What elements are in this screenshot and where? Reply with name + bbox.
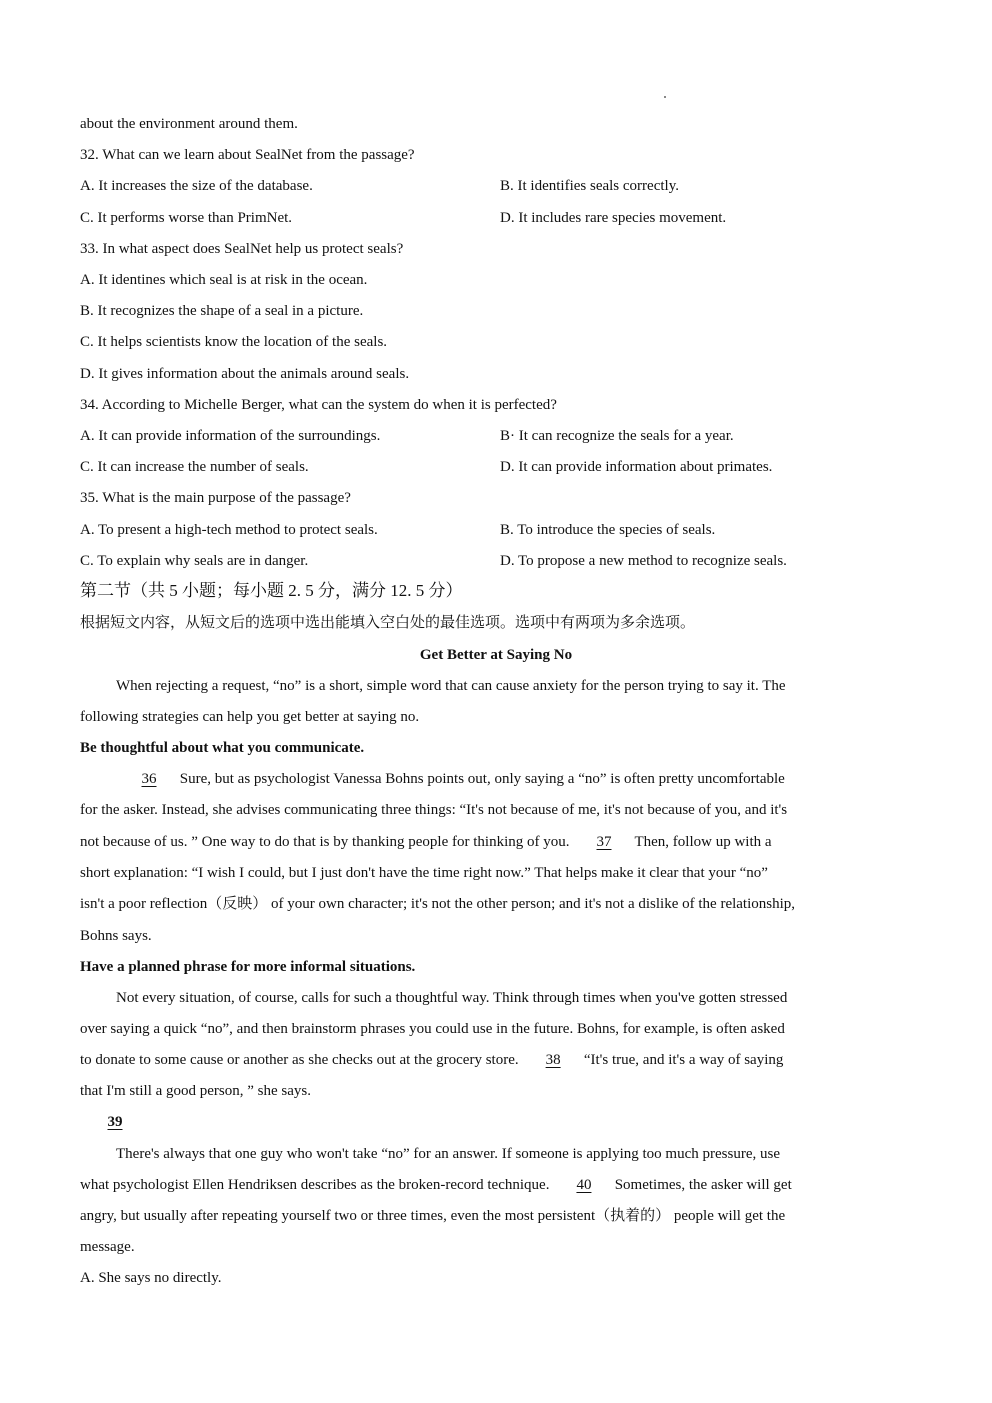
passage-fragment: about the environment around them. <box>80 116 298 132</box>
option-34c: C. It can increase the number of seals. <box>80 459 309 475</box>
blank-39[interactable]: 39 <box>107 1114 123 1130</box>
paragraph-4-line: what psychologist Ellen Hendriksen describes as the broken-record technique. 40 Sometimes, the asker will get <box>80 1177 792 1193</box>
paragraph-2-line: 36 Sure, but as psychologist Vanessa Bohns points out, only saying a “no” is often pretty uncomfortable <box>122 769 785 789</box>
blank-36[interactable]: 36 <box>141 771 157 787</box>
paragraph-2-line: for the asker. Instead, she advises communicating three things: “It's not because of me, it's not because of you, and it's <box>80 802 788 818</box>
paragraph-1-line: following strategies can help you get better at saying no. <box>80 709 420 725</box>
paragraph-4-line: There's always that one guy who won't take “no” for an answer. If someone is applying too much pressure, use <box>116 1146 780 1162</box>
option-a: A. She says no directly. <box>80 1270 222 1286</box>
option-33b: B. It recognizes the shape of a seal in a picture. <box>80 303 364 319</box>
paragraph-2-line: isn't a poor reflection（反映） of your own character; it's not the other person; and it's not a dislike of the relationship, <box>80 896 796 912</box>
paragraph-3-line: that I'm still a good person, ” she says. <box>80 1083 311 1099</box>
subheading-2: Have a planned phrase for more informal situations. <box>80 959 416 975</box>
option-32d: D. It includes rare species movement. <box>500 210 727 226</box>
subheading-1: Be thoughtful about what you communicate. <box>80 740 365 756</box>
paragraph-1-line: When rejecting a request, “no” is a short, simple word that can cause anxiety for the person trying to say it. The <box>116 678 786 694</box>
section-instructions: 根据短文内容，从短文后的选项中选出能填入空白处的最佳选项。选项中有两项为多余选项。 <box>80 615 696 631</box>
option-32c: C. It performs worse than PrimNet. <box>80 210 293 226</box>
question-32: 32. What can we learn about SealNet from the passage? <box>80 147 415 163</box>
section-2-heading: 第二节（共 5 小题；每小题 2. 5 分，满分 12. 5 分） <box>80 581 463 600</box>
option-33a: A. It identines which seal is at risk in the ocean. <box>80 272 368 288</box>
option-33d: D. It gives information about the animals around seals. <box>80 366 410 382</box>
blank-37[interactable]: 37 <box>596 834 612 850</box>
paragraph-2-line: Bohns says. <box>80 928 152 944</box>
option-35a: A. To present a high-tech method to protect seals. <box>80 522 378 538</box>
option-35d: D. To propose a new method to recognize seals. <box>500 553 787 569</box>
blank-39-heading[interactable] <box>88 1112 142 1132</box>
paragraph-4-line: message. <box>80 1239 135 1255</box>
option-33c: C. It helps scientists know the location of the seals. <box>80 334 388 350</box>
paragraph-3-line: to donate to some cause or another as she checks out at the grocery store. 38 “It's true, and it's a way of saying <box>80 1052 784 1068</box>
paragraph-2-line: not because of us. ” One way to do that is by thanking people for thinking of you. 37 Then, follow up with a <box>80 834 772 850</box>
option-35c: C. To explain why seals are in danger. <box>80 553 309 569</box>
paragraph-3-line: Not every situation, of course, calls for such a thoughtful way. Think through times when you've gotten stressed <box>116 990 788 1006</box>
speck-mark <box>664 96 666 98</box>
option-34d: D. It can provide information about primates. <box>500 459 773 475</box>
option-32b: B. It identifies seals correctly. <box>500 178 679 194</box>
passage-title: Get Better at Saying No <box>419 647 573 663</box>
option-34b: B· It can recognize the seals for a year. <box>500 428 734 444</box>
option-35b: B. To introduce the species of seals. <box>500 522 716 538</box>
question-35: 35. What is the main purpose of the passage? <box>80 490 351 506</box>
option-32a: A. It increases the size of the database. <box>80 178 313 194</box>
blank-40[interactable]: 40 <box>576 1177 592 1193</box>
paragraph-2-line: short explanation: “I wish I could, but I just don't have the time right now.” That helps make it clear that your “no” <box>80 865 768 881</box>
blank-38[interactable]: 38 <box>545 1052 561 1068</box>
question-34: 34. According to Michelle Berger, what can the system do when it is perfected? <box>80 397 557 413</box>
question-33: 33. In what aspect does SealNet help us protect seals? <box>80 241 404 257</box>
paragraph-4-line: angry, but usually after repeating yourself two or three times, even the most persistent（执着的） people will get the <box>80 1208 786 1224</box>
option-34a: A. It can provide information of the surroundings. <box>80 428 381 444</box>
paragraph-3-line: over saying a quick “no”, and then brainstorm phrases you could use in the future. Bohns, for example, is often asked <box>80 1021 785 1037</box>
